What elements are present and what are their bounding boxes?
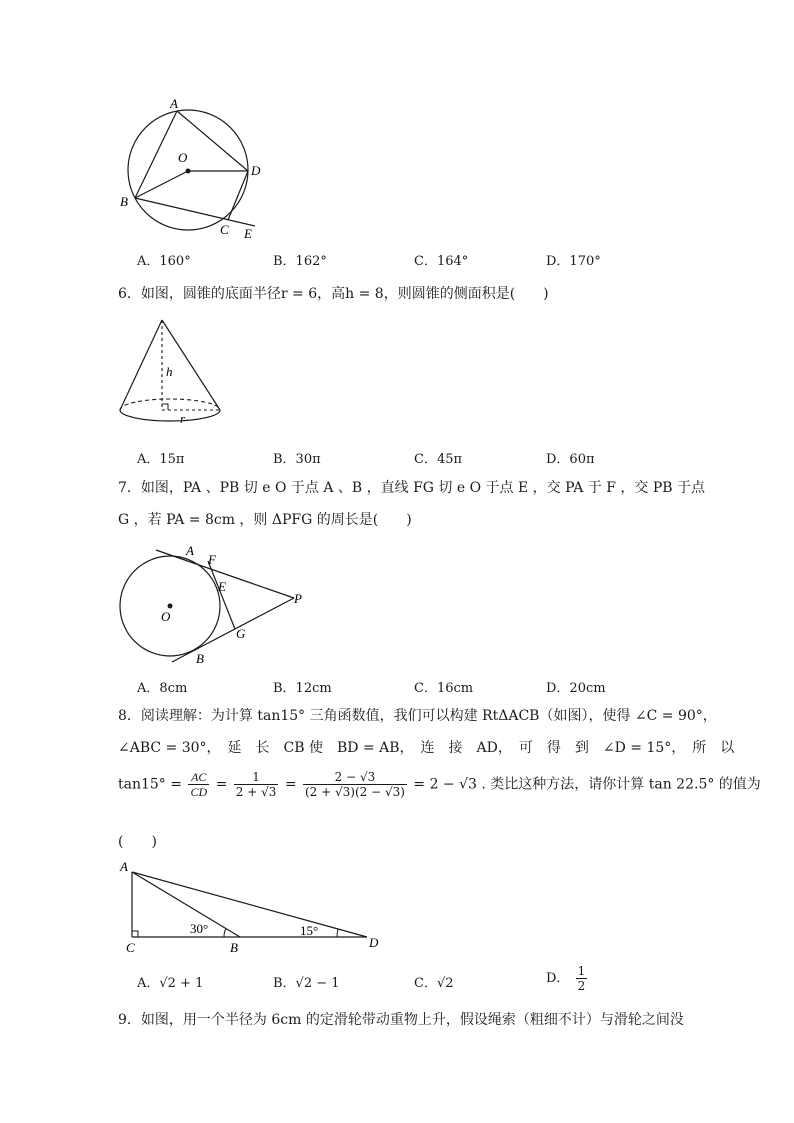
q7-option-c[interactable]: C．16cm [414,681,474,696]
q8-line3-lead: tan15° = [118,776,182,793]
q8-option-d-fraction: $\frac{1}{2}$ [577,964,586,993]
q7-label-e: E [218,579,226,594]
q8-fraction-2: $\frac{1}{2 + √3}$ [235,770,277,799]
q8-line2: ∠ABC = 30°， 延 长 CB 使 BD = AB， 连 接 AD， 可 得 到 ∠D = 15°， 所 以 [118,740,735,756]
q6-option-a[interactable]: A．15π [137,452,185,467]
q5-label-d: D [251,163,261,178]
q6-option-d[interactable]: D．60π [546,452,595,467]
q8-angle-15: 15° [300,923,319,938]
q8-fraction-1: $\frac{AC}{CD}$ [190,770,208,799]
q5-label-e: E [244,226,252,241]
q8-fraction-3: $\frac{2 - √3}{(2 + √3)(2 - √3)}$ [305,770,405,799]
q5-figure [110,92,280,242]
q7-stem-line2: G ，若 PA = 8cm ，则 ΔPFG 的周长是( ) [118,512,412,528]
q7-label-f: F [208,552,216,567]
q8-label-a: A [120,859,128,874]
q6-label-h: h [166,364,173,379]
q8-option-c[interactable]: C．√2 [414,976,454,991]
q7-option-b[interactable]: B．12cm [273,681,332,696]
q8-line3-tail: = 2 − √3 . 类比这种方法，请你计算 tan 22.5° 的值为 [413,776,761,793]
q8-label-d: D [369,935,379,950]
q7-stem-line1: 7．如图，PA 、PB 切 e O 于点 A 、B ，直线 FG 切 e O 于点 E ，交 PA 于 F ，交 PB 于点 [118,480,706,496]
q7-label-g: G [236,626,246,641]
q5-option-d[interactable]: D．170° [546,254,601,269]
q8-answer-paren: ( ) [118,834,157,850]
q5-option-b[interactable]: B．162° [273,254,327,269]
q7-label-o: O [161,609,171,624]
q8-line1: 8．阅读理解：为计算 tan15° 三角函数值，我们可以构建 RtΔACB（如图），使得 ∠C = 90°， [118,708,717,724]
q5-label-a: A [170,96,178,111]
q7-option-d[interactable]: D．20cm [546,681,606,696]
q6-stem: 6．如图，圆锥的底面半径r = 6，高h = 8，则圆锥的侧面积是( ) [118,286,549,302]
q9-stem: 9．如图，用一个半径为 6cm 的定滑轮带动重物上升，假设绳索（粗细不计）与滑轮之间没 [118,1012,684,1028]
q8-angle-30: 30° [190,921,209,936]
q6-option-c[interactable]: C．45π [414,452,463,467]
q8-line3: tan15° = $\frac{AC}{CD}$ = $\frac{1}{2 + √3}$ = $\frac{2 - √3}{(2 + √3)(2 - √3)}$ = 2 − √3 . 类比这种方法，请你计算 tan 22.5° 的值为 [118,770,761,799]
q7-option-a[interactable]: A．8cm [137,681,188,696]
q8-option-a[interactable]: A．√2 + 1 [137,976,204,991]
q6-cone-figure [112,314,232,434]
q5-label-o: O [178,150,188,165]
q8-label-c: C [126,940,135,955]
q8-label-b: B [230,940,238,955]
q8-option-b[interactable]: B．√2 − 1 [273,976,340,991]
q7-figure [112,538,312,670]
q7-label-a: A [186,543,194,558]
q7-label-p: P [294,591,302,606]
q6-option-b[interactable]: B．30π [273,452,321,467]
q5-label-b: B [120,194,128,209]
q8-option-d[interactable]: D． $\frac{1}{2}$ [546,964,586,993]
q7-label-b: B [196,651,204,666]
q5-option-a[interactable]: A．160° [137,254,191,269]
q6-label-r: r [180,411,186,426]
q5-option-c[interactable]: C．164° [414,254,469,269]
q5-label-c: C [220,222,229,237]
q8-triangle-figure [112,856,392,958]
